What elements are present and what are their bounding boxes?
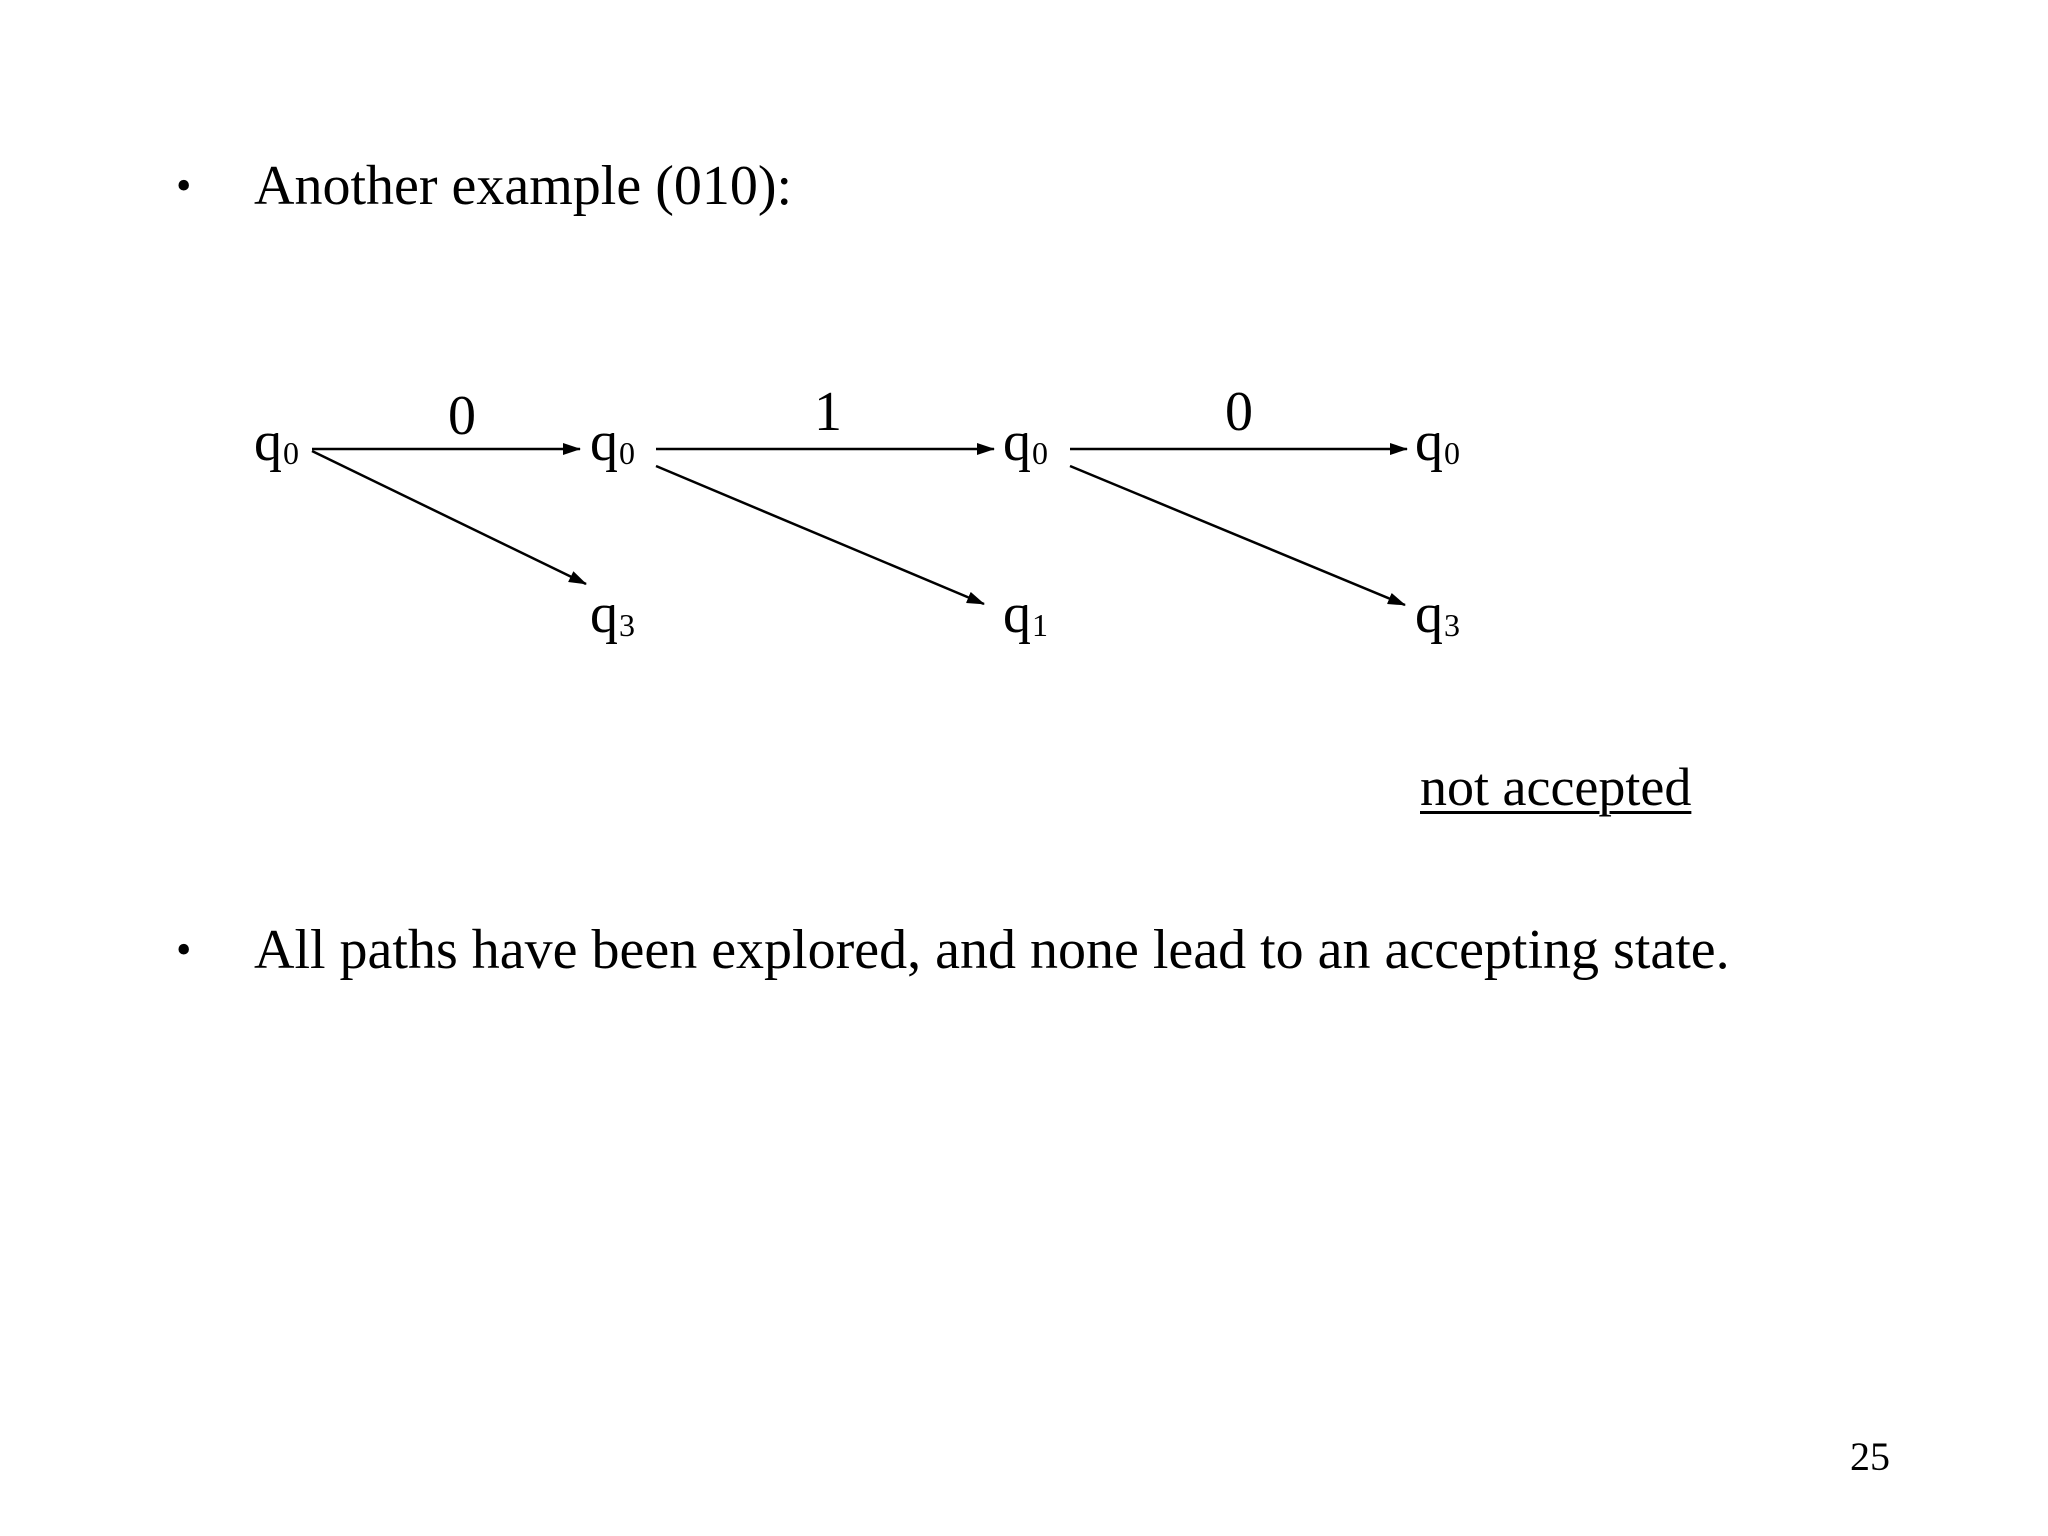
state-letter: q [1003, 583, 1031, 645]
state-subscript: 0 [619, 435, 635, 471]
state-node-n5 [1415, 411, 1460, 473]
state-node-n3 [1003, 411, 1048, 473]
state-subscript: 0 [1444, 435, 1460, 471]
state-node-n4 [1003, 583, 1048, 645]
transition-symbol-n3-n5: 0 [1225, 381, 1253, 443]
state-node-n0 [254, 411, 299, 473]
state-subscript: 0 [1032, 435, 1048, 471]
state-letter: q [590, 411, 618, 473]
state-node-n6 [1415, 583, 1460, 645]
transition-symbol-n1-n3: 1 [814, 381, 842, 443]
transition-arrow-n3-n6 [1070, 466, 1405, 605]
edges-layer [312, 449, 1407, 605]
transition-symbol-n0-n1: 0 [448, 385, 476, 447]
state-letter: q [254, 411, 282, 473]
result-label: not accepted [1420, 757, 1692, 817]
state-subscript: 3 [619, 607, 635, 643]
transition-arrow-n0-n2 [312, 451, 586, 584]
bullet-text-example: Another example (010): [254, 155, 793, 217]
state-letter: q [1415, 583, 1443, 645]
state-subscript: 0 [283, 435, 299, 471]
state-letter: q [590, 583, 618, 645]
state-letter: q [1003, 411, 1031, 473]
state-subscript: 3 [1444, 607, 1460, 643]
state-subscript: 1 [1032, 607, 1048, 643]
bullet-item-conclusion [0, 910, 2048, 990]
state-node-n2 [590, 583, 635, 645]
bullet-text-conclusion: All paths have been explored, and none lead to an accepting state. [254, 919, 1730, 981]
bullet-marker: • [176, 161, 192, 210]
page-number: 25 [1850, 1434, 1890, 1479]
edge-labels-layer [448, 381, 1253, 447]
state-letter: q [1415, 411, 1443, 473]
state-node-n1 [590, 411, 635, 473]
transition-arrow-n1-n4 [656, 466, 984, 604]
nodes-layer [254, 411, 1460, 645]
bullet-marker: • [176, 925, 192, 974]
